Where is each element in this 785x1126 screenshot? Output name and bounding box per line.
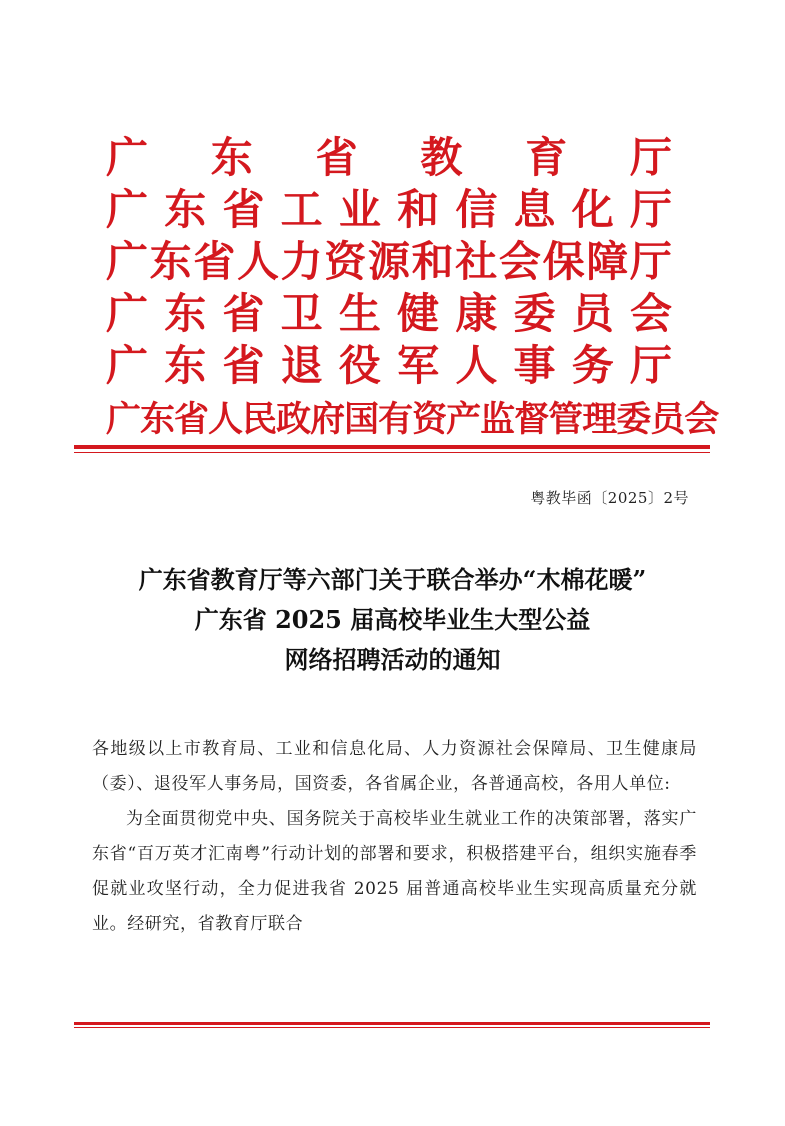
issuer-line: 广 东 省 工 业 和 信 息 化 厅 <box>106 185 672 234</box>
title-line: 广东省 2025 届高校毕业生大型公益 <box>194 605 591 634</box>
issuer-line: 广 东 省 退 役 军 人 事 务 厅 <box>106 341 672 390</box>
title-line: 广东省教育厅等六部门关于联合举办“木棉花暖” <box>138 565 647 594</box>
issuer-line: 广 东 省 人 民 政 府 国 有 资 产 监 督 管 理 委 员 会 <box>106 399 719 440</box>
issuer-line: 广 东 省 卫 生 健 康 委 员 会 <box>106 289 672 338</box>
header-red-rule <box>74 445 710 453</box>
body-paragraph: 为全面贯彻党中央、国务院关于高校毕业生就业工作的决策部署，落实广东省“百万英才汇南粤”行动计划的部署和要求，积极搭建平台，组织实施春季促就业攻坚行动，全力促进我省 2025 届普通高校毕业生实现高质量充分就业。经研究，省教育厅联合 <box>92 809 697 934</box>
footer-red-rule <box>74 1022 710 1028</box>
document-title <box>60 560 725 680</box>
issuing-agencies-header <box>106 132 719 448</box>
title-line: 网络招聘活动的通知 <box>284 645 501 674</box>
document-body <box>92 732 697 942</box>
issuer-line: 广 东 省 教 育 厅 <box>106 133 672 182</box>
addressees-paragraph: 各地级以上市教育局、工业和信息化局、人力资源社会保障局、卫生健康局（委）、退役军人事务局，国资委，各省属企业，各普通高校，各用人单位: <box>92 739 697 794</box>
document-number: 粤教毕函〔2025〕2号 <box>530 489 689 507</box>
issuer-line: 广 东 省 人 力 资 源 和 社 会 保 障 厅 <box>106 237 672 286</box>
